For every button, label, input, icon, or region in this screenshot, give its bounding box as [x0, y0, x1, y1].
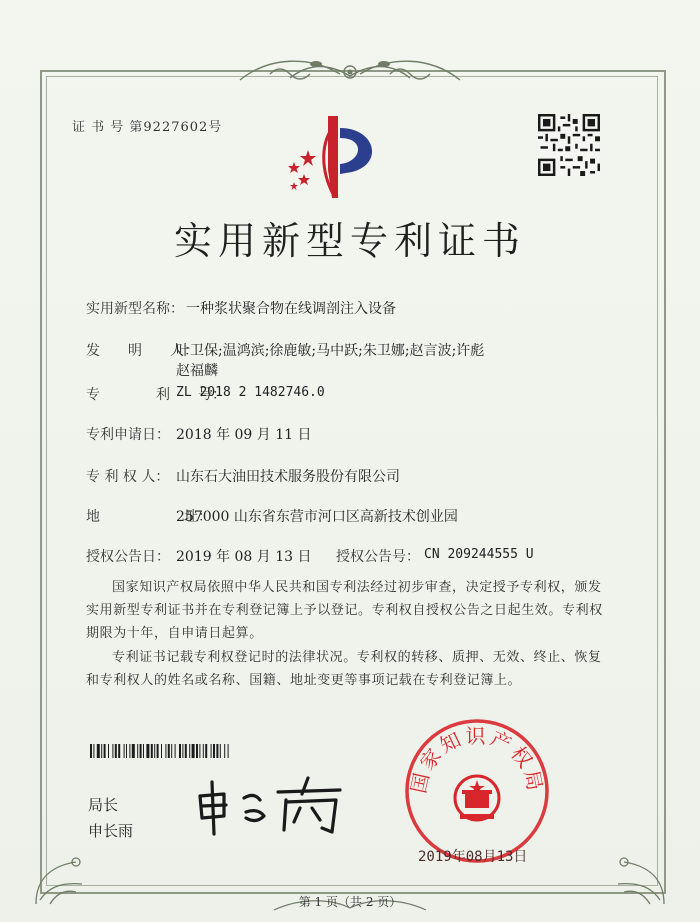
application-date-label: 专利申请日：	[86, 427, 170, 443]
inventor-label: 发 明 人：	[86, 343, 198, 359]
address-value: 257000 山东省东营市河口区高新技术创业园	[176, 509, 458, 525]
grant-date-label: 授权公告日：	[86, 549, 170, 565]
grant-date-value: 2019 年 08 月 13 日	[176, 549, 312, 565]
official-seal	[402, 716, 552, 866]
inventor-value-line2: 赵福麟	[176, 363, 218, 379]
application-date-value: 2018 年 09 月 11 日	[176, 427, 312, 443]
director-title: 局长	[88, 796, 119, 814]
patent-number-label: 专 利 号：	[86, 387, 226, 403]
seal-date: 2019年08月13日	[418, 849, 528, 865]
utility-model-name-label: 实用新型名称：	[86, 301, 184, 317]
grant-number-label: 授权公告号：	[336, 549, 420, 565]
grant-number-value: CN 209244555 U	[424, 547, 534, 562]
grant-statement-paragraph: 国家知识产权局依照中华人民共和国专利法经过初步审查，决定授予专利权，颁发实用新型专利证书并在专利登记簿上予以登记。专利权自授权公告之日起生效。专利权期限为十年，自申请日起算。	[86, 580, 603, 641]
patent-number-value: ZL 2018 2 1482746.0	[176, 385, 325, 400]
director-name: 申长雨	[88, 822, 134, 840]
patentee-label: 专 利 权 人：	[86, 469, 170, 485]
patent-office-logo	[280, 110, 390, 202]
qr-code	[538, 114, 600, 176]
utility-model-name-value: 一种浆状聚合物在线调剖注入设备	[186, 301, 396, 317]
patentee-value: 山东石大油田技术服务股份有限公司	[176, 469, 400, 485]
certificate-title: 实用新型专利证书	[173, 219, 526, 263]
top-ornament	[230, 52, 470, 88]
address-label: 地 址：	[86, 509, 212, 525]
certificate-number: 证 书 号 第9227602号	[72, 120, 223, 135]
barcode	[90, 744, 328, 758]
inventor-value-line1: 叶卫保;温鸿滨;徐鹿敏;马中跃;朱卫娜;赵言波;许彪	[176, 343, 485, 359]
legal-status-paragraph: 专利证书记载专利权登记时的法律状况。专利权的转移、质押、无效、终止、恢复和专利权人的姓名或名称、国籍、地址变更等事项记载在专利登记簿上。	[86, 650, 602, 688]
page-number: 第 1 页（共 2 页）	[298, 895, 402, 909]
handwritten-signature	[190, 772, 350, 842]
svg-text:国家知识产权局: 国家知识产权局	[406, 724, 548, 796]
